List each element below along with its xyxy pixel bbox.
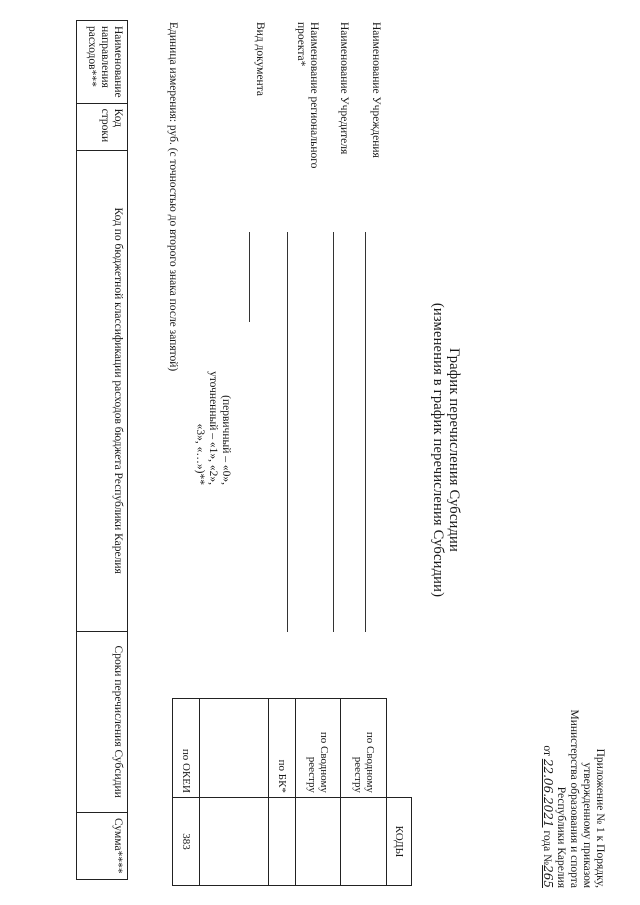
codes-header: КОДЫ (387, 797, 412, 885)
date-prefix: от (541, 745, 553, 756)
institution-label: Наименование Учреждения (370, 22, 382, 158)
codes-value-3 (199, 797, 268, 885)
codes-value-2 (268, 797, 295, 885)
header-budget-code: Код по бюджетной классификации расходов бюджета Республики Карелия (77, 150, 128, 631)
codes-label-0: по Сводному реестру (341, 699, 387, 798)
title-line-2: (изменения в график перечисления Субсидии) (430, 302, 446, 598)
project-line (287, 232, 288, 632)
appendix-line-1: Приложение № 1 к Порядку, (594, 748, 606, 888)
codes-value-0 (341, 797, 387, 885)
codes-label-3 (199, 699, 268, 798)
appendix-line-2: утвержденному приказом (581, 762, 593, 888)
codes-table (172, 698, 412, 886)
codes-label-2: по БК* (268, 699, 295, 798)
founder-label: Наименование Учредителя (338, 22, 350, 155)
appendix-block (540, 700, 606, 888)
doc-type-line (249, 232, 250, 322)
header-amount: Сумма**** (77, 812, 128, 879)
doc-type-note-2: уточненный – «1», «2», (207, 371, 219, 485)
institution-line (365, 232, 366, 632)
codes-box (172, 698, 412, 886)
table-header-row (77, 21, 128, 880)
unit-of-measure: Единица измерения: руб. (с точностью до второго знака после запятой) (167, 22, 179, 372)
codes-label-4: по ОКЕИ (173, 699, 200, 798)
header-line-code: Код строки (77, 103, 128, 150)
handwritten-date: 22.06.2021 (541, 758, 555, 828)
doc-type-note-1: (первичный – «0», (220, 395, 232, 485)
handwritten-number: 265 (541, 865, 555, 888)
doc-type-note-3: «3», «…»)** (194, 423, 206, 485)
title-line-1: График перечисления Субсидии (446, 348, 462, 552)
doc-type-note (193, 325, 232, 485)
appendix-date-line (540, 700, 554, 888)
codes-label-1: по Сводному реестру (295, 699, 341, 798)
codes-value-1 (295, 797, 341, 885)
payment-schedule-table (76, 20, 128, 880)
appendix-line-4: Республики Карелия (555, 786, 567, 888)
project-label: Наименование регионального проекта* (295, 22, 320, 169)
header-expense-direction: Наименование направления расходов*** (77, 21, 128, 104)
codes-value-4: 383 (173, 797, 200, 885)
founder-line (333, 232, 334, 632)
document-title (430, 300, 462, 600)
appendix-line-3: Министерства образования и спорта (568, 709, 580, 888)
header-transfer-terms: Сроки перечисления Субсидии (77, 631, 128, 812)
doc-type-label: Вид документа (254, 22, 266, 96)
year-word: года № (541, 830, 553, 866)
